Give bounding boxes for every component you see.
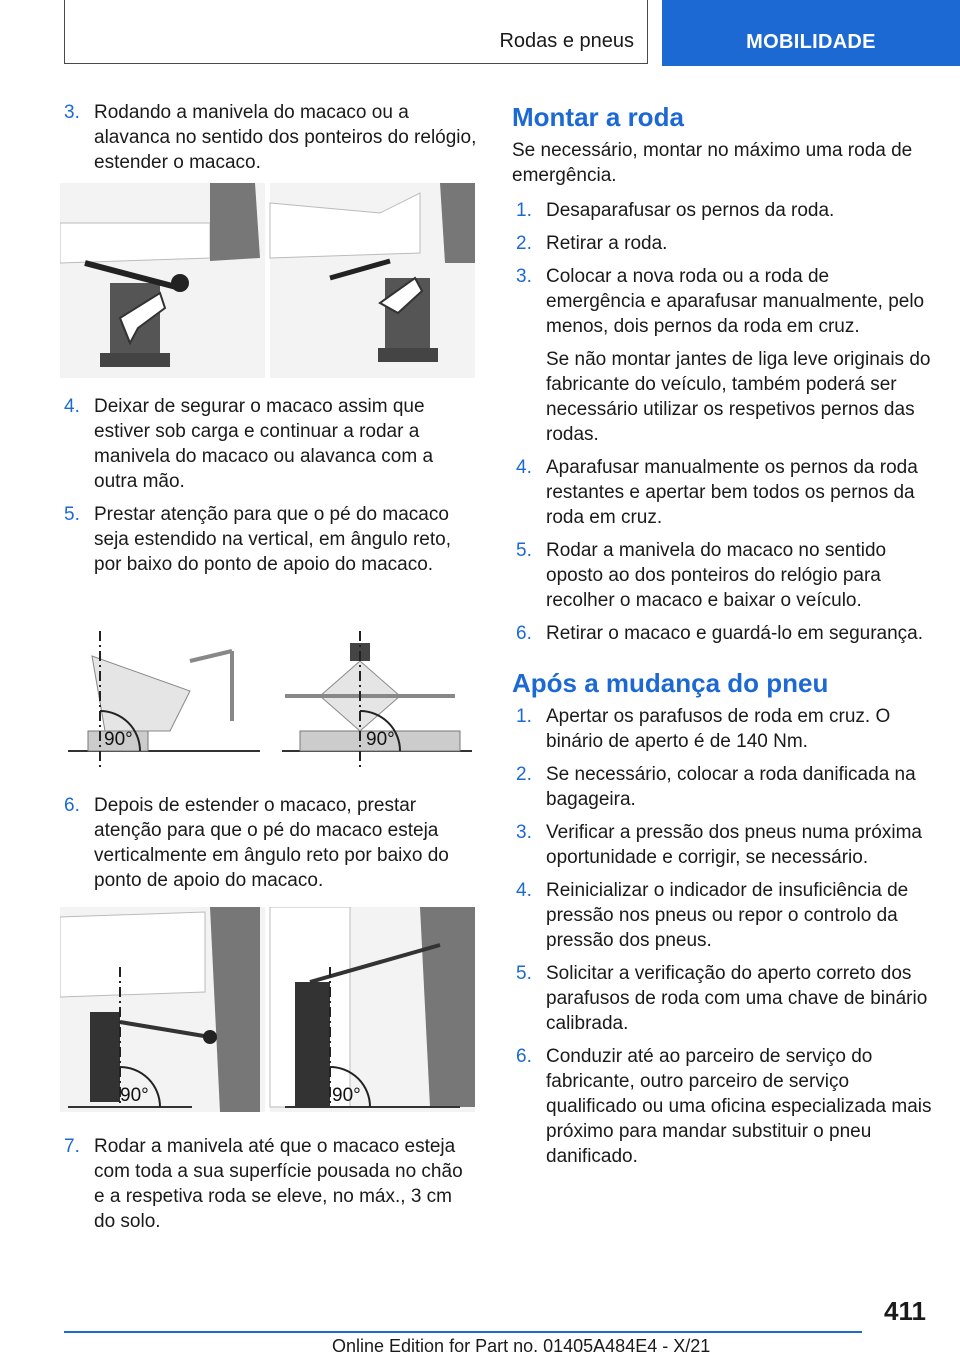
step-text: Solicitar a verificação do aperto correto dos parafusos de roda com uma chave de binário calibrada. <box>546 963 928 1034</box>
step-text: Reinicializar o indicador de insuficiência de pressão nos pneus ou repor o controlo da pressão dos pneus. <box>546 880 909 951</box>
section-heading-mount: Montar a roda <box>512 102 684 132</box>
step-text: Colocar a nova roda ou a roda de emergência e aparafusar manualmente, pelo menos, dois pernos da roda em cruz. <box>546 266 925 337</box>
mount-step <box>512 455 932 530</box>
page-number: 411 <box>884 1296 926 1326</box>
step-number: 5. <box>64 504 80 525</box>
mount-step <box>512 621 932 646</box>
after-step <box>512 1044 932 1169</box>
step-number: 6. <box>516 1046 532 1067</box>
step-number: 4. <box>64 396 80 417</box>
after-step <box>512 704 932 754</box>
step-7-raise-wheel <box>60 1134 478 1234</box>
section-title: Rodas e pneus <box>499 30 634 52</box>
step-text: Aparafusar manualmente os pernos da roda restantes e apertar bem todos os pernos da roda em cruz. <box>546 457 918 528</box>
step-5-vertical-foot <box>60 502 478 577</box>
step-number: 4. <box>516 457 532 478</box>
jack-angle-illustration <box>60 621 475 771</box>
step-number: 6. <box>64 795 80 816</box>
step-text: Conduzir até ao parceiro de serviço do fabricante, outro parceiro de serviço qualificado ou uma oficina especializada mais próximo para mandar substituir o pneu danificado. <box>546 1046 932 1167</box>
angle-label-left: 90° <box>120 1085 149 1106</box>
step-text: Rodar a manivela do macaco no sentido oposto ao dos ponteiros do relógio para recolher o macaco e baixar o veículo. <box>546 540 887 611</box>
mount-step <box>512 198 932 223</box>
jack-under-car-illustration <box>60 907 475 1112</box>
step-text: Rodar a manivela até que o macaco esteja com toda a sua superfície pousada no chão e a respetiva roda se eleve, no máx., 3 cm do solo. <box>94 1136 463 1232</box>
after-step <box>512 820 932 870</box>
step-number: 7. <box>64 1136 80 1157</box>
mount-step <box>512 538 932 613</box>
step-text: Desaparafusar os pernos da roda. <box>546 200 835 221</box>
step-number: 1. <box>516 706 532 727</box>
step-text: Apertar os parafusos de roda em cruz. O binário de aperto é de 140 Nm. <box>546 706 891 752</box>
step-text: Verificar a pressão dos pneus numa próxima oportunidade e corrigir, se necessário. <box>546 822 922 868</box>
step-number: 1. <box>516 200 532 221</box>
step-number: 3. <box>516 266 532 287</box>
step-4-continue-rotate <box>60 394 478 494</box>
step-text: Rodando a manivela do macaco ou a alavanca no sentido dos ponteiros do relógio, estender o macaco. <box>94 102 477 173</box>
step-number: 5. <box>516 540 532 561</box>
step-text: Prestar atenção para que o pé do macaco seja estendido na vertical, em ângulo reto, por baixo do ponto de apoio do macaco. <box>94 504 451 575</box>
jack-extend-illustration <box>60 183 475 378</box>
step-note: Se não montar jantes de liga leve originais do fabricante do veículo, também poderá ser necessário utilizar os respetivos pernos das rodas. <box>546 349 931 445</box>
step-number: 4. <box>516 880 532 901</box>
step-text: Retirar o macaco e guardá-lo em segurança. <box>546 623 924 644</box>
angle-label-left: 90° <box>104 729 133 750</box>
after-step <box>512 878 932 953</box>
mount-intro: Se necessário, montar no máximo uma roda de emergência. <box>512 140 913 186</box>
step-number: 3. <box>64 102 80 123</box>
right-column <box>512 100 932 1177</box>
step-number: 5. <box>516 963 532 984</box>
step-number: 2. <box>516 764 532 785</box>
angle-label-right: 90° <box>332 1085 361 1106</box>
edition-note: Online Edition for Part no. 01405A484E4 - X/21 <box>332 1336 711 1356</box>
section-heading-after: Após a mudança do pneu <box>512 668 829 698</box>
step-number: 3. <box>516 822 532 843</box>
footer-divider <box>64 1331 862 1333</box>
step-3-extend-jack <box>60 100 478 175</box>
step-text: Retirar a roda. <box>546 233 668 254</box>
step-number: 6. <box>516 623 532 644</box>
step-text: Depois de estender o macaco, prestar atenção para que o pé do macaco esteja verticalmente em ângulo reto por baixo do ponto de apoio do macaco. <box>94 795 449 891</box>
chapter-tab[interactable]: MOBILIDADE <box>662 0 960 66</box>
step-number: 2. <box>516 233 532 254</box>
left-column <box>60 100 478 1242</box>
mount-step <box>512 231 932 256</box>
step-text: Deixar de segurar o macaco assim que estiver sob carga e continuar a rodar a manivela do macaco ou alavanca com a outra mão. <box>94 396 434 492</box>
step-text: Se necessário, colocar a roda danificada na bagageira. <box>546 764 916 810</box>
angle-label-right: 90° <box>366 729 395 750</box>
step-6-check-vertical <box>60 793 478 893</box>
mount-step <box>512 264 932 447</box>
after-step <box>512 961 932 1036</box>
after-step <box>512 762 932 812</box>
